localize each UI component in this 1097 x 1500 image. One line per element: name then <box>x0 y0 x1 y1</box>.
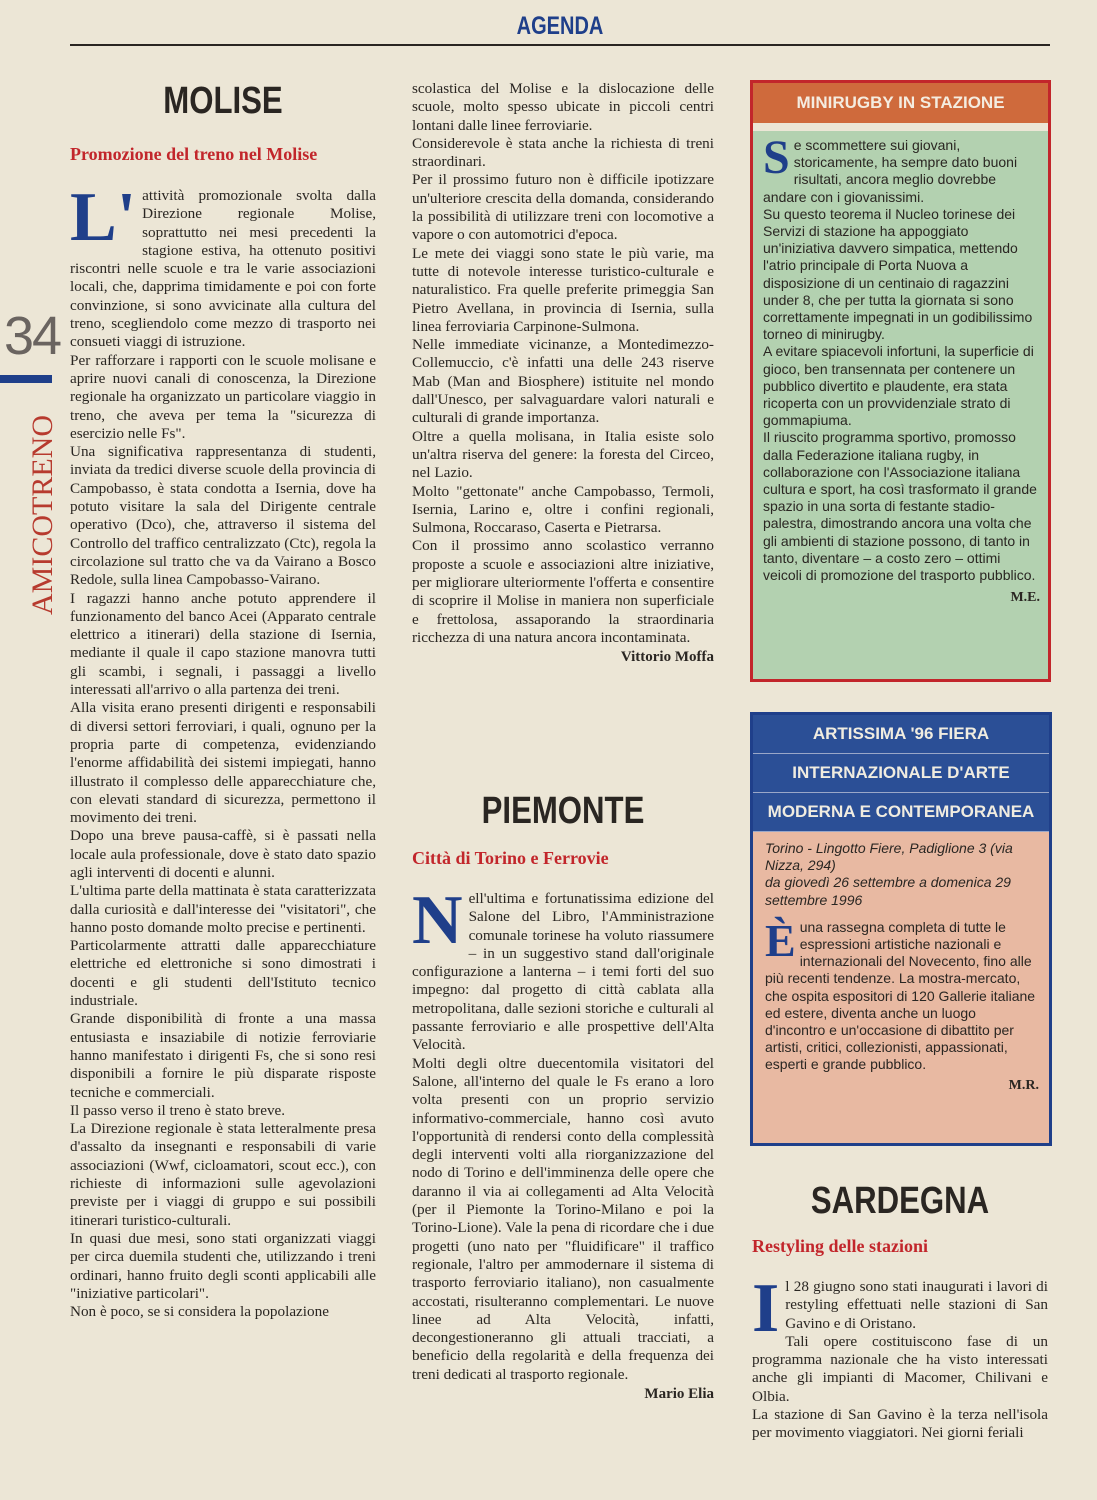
piemonte-subtitle: Città di Torino e Ferrovie <box>412 848 609 868</box>
sardegna-paragraph: Tali opere costituiscono fase di un programma nazionale che ha visto interessati anche gli impianti di Macomer, Chilivani e Olbia. <box>752 1332 1048 1405</box>
artissima-box <box>750 712 1052 1146</box>
molise-dropcap: L' <box>70 179 137 256</box>
minirugby-paragraph: A evitare spiacevoli infortuni, la superficie di gioco, ben transennata per contenere un pubblico divertito e plaudente, era stata ricoperta con un provvidenziale strato di gommapiuma. <box>763 343 1034 429</box>
artissima-paragraph: una rassegna completa di tutte le espressioni artistiche nazionali e internazionali del Novecento, fino alle più recenti tendenze. La mostra-mercato, che ospita espositori di 120 Gallerie italiane ed estere, diventa anche un luogo d'incontro e un'occasione di dibattito per artisti, critici, collezionisti, appassionati, esperti e grande pubblico. <box>765 918 1036 1073</box>
sardegna-paragraph: l 28 giugno sono stati inaugurati i lavori di restyling effettuati nelle stazioni di San Gavino e di Oristano. <box>785 1278 1048 1332</box>
sardegna-body <box>752 1270 1048 1443</box>
molise-article <box>70 80 376 1321</box>
molise-paragraph: Considerevole è stata anche la richiesta di treni straordinari. <box>412 134 714 171</box>
molise-paragraph: Il passo verso il treno è stato breve. <box>70 1101 286 1119</box>
molise-paragraph: Una significativa rappresentanza di studenti, inviata da tredici diverse scuole della provincia di Campobasso, è stata condotta a Isernia, dove ha potuto visitare la sala del Dirigente centrale operativo (Dco), che, attraverso il sistema del Controllo del traffico centralizzato (Ctc), regola la circolazione sul tratto che va da Vairano a Bosco Redole, sulla linea Campobasso-Vairano. <box>70 443 376 589</box>
molise-paragraph: La Direzione regionale è stata letteralmente presa d'assalto da insegnanti e responsabili di varie associazioni (Wwf, cicloamatori, scout ecc.), con richieste di informazioni sulle agevolazioni previste per i viaggi di gruppo e sui possibili itinerari turistico-culturali. <box>70 1120 376 1229</box>
molise-continued-body <box>412 80 714 647</box>
minirugby-body <box>753 131 1048 679</box>
molise-paragraph: L'ultima parte della mattinata è stata caratterizzata dalla curiosità e dall'interesse dei "visitatori", che hanno posto domande molto precise e pertinenti. <box>70 882 376 936</box>
magazine-name: AMICOTRENO <box>26 415 59 615</box>
section-header: AGENDA <box>516 12 604 40</box>
molise-paragraph: Molto "gettonate" anche Campobasso, Termoli, Isernia, Larino e, oltre i confini regionali, Sulmona, Roccaraso, Caserta e Pietrarsa. <box>412 482 714 537</box>
molise-body <box>70 179 376 1321</box>
molise-paragraph: Per rafforzare i rapporti con le scuole molisane e aprire nuovi canali di conoscenza, la Direzione regionale ha organizzato un particolare viaggio in treno, che aveva per tema la "sicurezza di esercizio nelle Fs". <box>70 351 376 442</box>
molise-author: Vittorio Moffa <box>620 649 714 666</box>
molise-paragraph: Alla visita erano presenti dirigenti e responsabili di diversi settori ferroviari, i quali, ognuno per la propria parte di competenza, evidenziando l'enorme affidabilità dei sistemi impiegati, hanno illustrato il complesso delle apparecchiature che, con elevati standard di sicurezza, permettono il movimento dei treni. <box>70 699 376 827</box>
sardegna-subtitle: Restyling delle stazioni <box>752 1236 928 1256</box>
molise-paragraph: scolastica del Molise e la dislocazione delle scuole, molto spesso ubicate in piccoli centri lontani dalle linee ferroviarie. <box>412 80 714 134</box>
artissima-author: M.R. <box>1008 1077 1039 1093</box>
minirugby-paragraph: Su questo teorema il Nucleo torinese dei Servizi di stazione ha appoggiato un'iniziativa davvero simpatica, mettendo l'atrio principale di Porta Nuova a disposizione di un centinaio di ragazzini under 8, che per tutta la giornata si sono correttamente impegnati in un godibilissimo torneo di minirugby. <box>763 205 1033 343</box>
molise-paragraph: Dopo una breve pausa-caffè, si è passati nella locale aula professionale, dove è stato dato spazio agli interventi di docenti e alunni. <box>70 827 376 881</box>
molise-paragraph: In quasi due mesi, sono stati organizzati viaggi per circa duemila studenti che, utilizzando i treni ordinari, hanno fruito degli sconti applicabili alle "iniziative particolari". <box>70 1229 376 1302</box>
minirugby-author: M.E. <box>1010 590 1040 606</box>
sardegna-title: SARDEGNA <box>810 1180 990 1222</box>
minirugby-paragraph: e scommettere sui giovani, storicamente, ha sempre dato buoni risultati, ancora meglio dovrebbe andare con i giovanissimi. <box>763 137 1018 205</box>
molise-paragraph: Grande disponibilità di fronte a una massa entusiasta e insaziabile di notizie ferroviarie hanno manifestato i dirigenti Fs, che si sono resi disponibili a fornire le più disparate risposte tecniche e commerciali. <box>70 1010 376 1101</box>
molise-paragraph: attività promozionale svolta dalla Direzione regionale Molise, soprattutto nei mesi precedenti la stagione estiva, ha ottenuto positivi riscontri nelle scuole e tra le varie associazioni locali, che, dapprima timidamente e poi con forte convinzione, si sono avvicinate alla cultura del treno, scegliendolo come mezzo di trasporto nei consueti viaggi di istruzione. <box>70 187 376 351</box>
minirugby-paragraph: Il riuscito programma sportivo, promosso dalla Federazione italiana rugby, in collaborazione con l'Associazione italiana cultura e sport, ha così trasformato il grande spazio in una sorta di festante stadio-palestra, dimostrando ancora una volta che gli ambienti di stazione possono, di tanto in tanto, diventare – a costo zero – ottimi veicoli di promozione del trasporto pubblico. <box>763 429 1037 584</box>
piemonte-body <box>412 882 714 1384</box>
sardegna-article <box>752 1180 1048 1443</box>
artissima-info: da giovedì 26 settembre a domenica 29 settembre 1996 <box>765 874 1011 908</box>
molise-paragraph: Particolarmente attratti dalle apparecchiature elettriche ed elettroniche si sono dimostrati i docenti e gli studenti dell'Istituto tecnico industriale. <box>70 937 376 1010</box>
piemonte-paragraph: ell'ultima e fortunatissima edizione del Salone del Libro, l'Amministrazione comunale torinese ha voluto riassumere – in un suggestivo stand dall'originale configurazione a lanterna – i temi forti del suo impegno: dal progetto di città cablata alla metropolitana, dalle sezioni storiche e culturali al passante ferroviario e alle prospettive dell'Alta Velocità. <box>412 890 714 1054</box>
molise-paragraph: Oltre a quella molisana, in Italia esiste solo un'altra riserva del genere: la foresta del Circeo, nel Lazio. <box>412 427 714 482</box>
artissima-body <box>753 832 1049 1094</box>
molise-paragraph: Le mete dei viaggi sono state le più varie, ma tutte di notevole interesse turistico-culturale e naturalistico. Fra quelle preferite primeggia San Pietro Avellana, in provincia di Isernia, sulla linea ferroviaria Carpinone-Sulmona. <box>412 244 714 335</box>
artissima-title-line: INTERNAZIONALE D'ARTE <box>753 754 1049 793</box>
piemonte-paragraph: Molti degli oltre duecentomila visitatori del Salone, all'interno del quale le Fs erano a loro volta presenti con un proprio servizio informativo-commerciale, hanno così avuto l'opportunità di rendersi conto della complessità degli interventi volti alla riorganizzazione del nodo di Torino e dell'imminenza delle opere che daranno il via ai collegamenti ad Alta Velocità (per il Piemonte la Torino-Milano e poi la Torino-Lione). Vale la pena di ricordare che i due progetti (uno nato per "fluidificare" il traffico regionale, l'altro per ammodernare il sistema di trasporto ferroviario italiano), non casualmente accostati, risulteranno complementari. Le nuove linee ad Alta Velocità, infatti, decongestioneranno gli attuali tracciati, a beneficio della regolarità e della frequenza dei treni dedicati al trasporto regionale. <box>412 1054 714 1383</box>
artissima-title-line: ARTISSIMA '96 FIERA <box>753 715 1049 754</box>
sardegna-paragraph: La stazione di San Gavino è la terza nell'isola per movimento viaggiatori. Nei giorni feriali <box>752 1406 1048 1442</box>
minirugby-dropcap: S <box>763 131 790 184</box>
header-rule <box>70 44 1050 46</box>
molise-paragraph: Con il prossimo anno scolastico verranno proposte a scuole e associazioni altre iniziative, per migliorare ulteriormente l'offerta e consentire di scoprire il Molise in maniera non superficiale e frettolosa, assaporando la straordinaria ricchezza di una natura ancora incontaminata. <box>412 537 714 646</box>
minirugby-gap <box>753 123 1048 131</box>
molise-paragraph: Nelle immediate vicinanze, a Montedimezzo-Collemuccio, c'è infatti una delle 243 riserve Mab (Man and Biosphere) istituite nel mondo dall'Unesco, per salvaguardare valori naturali e culturali di grande importanza. <box>412 336 714 427</box>
molise-subtitle: Promozione del treno nel Molise <box>70 144 318 164</box>
piemonte-author: Mario Elia <box>644 1386 714 1403</box>
piemonte-article <box>412 790 714 1403</box>
page-number: 34 <box>4 306 61 366</box>
molise-paragraph: Per il prossimo futuro non è difficile ipotizzare un'ulteriore crescita della domanda, considerando la possibilità di utilizzare treni con locomotive a vapore o con automotrici d'epoca. <box>412 171 714 244</box>
piemonte-title: PIEMONTE <box>481 790 645 832</box>
minirugby-title: MINIRUGBY IN STAZIONE <box>753 83 1048 123</box>
molise-paragraph: I ragazzi hanno anche potuto apprendere il funzionamento del banco Acei (Apparato centrale elettrico a itinerari) della stazione di Isernia, mediante il quale il capo stazione manovra tutti gli scambi, i segnali, i passaggi a livello interessati all'arrivo o alla partenza dei treni. <box>70 589 376 699</box>
sidebar-bar <box>0 375 52 383</box>
sardegna-dropcap: I <box>752 1270 780 1347</box>
artissima-title-line: MODERNA E CONTEMPORANEA <box>753 793 1049 832</box>
molise-title: MOLISE <box>163 80 283 122</box>
piemonte-dropcap: N <box>412 882 463 959</box>
artissima-dropcap: È <box>765 914 796 966</box>
minirugby-box <box>750 80 1051 682</box>
artissima-info: Torino - Lingotto Fiere, Padiglione 3 (via Nizza, 294) <box>765 840 1013 874</box>
molise-paragraph: Non è poco, se si considera la popolazione <box>70 1303 329 1321</box>
molise-continued <box>412 80 714 666</box>
